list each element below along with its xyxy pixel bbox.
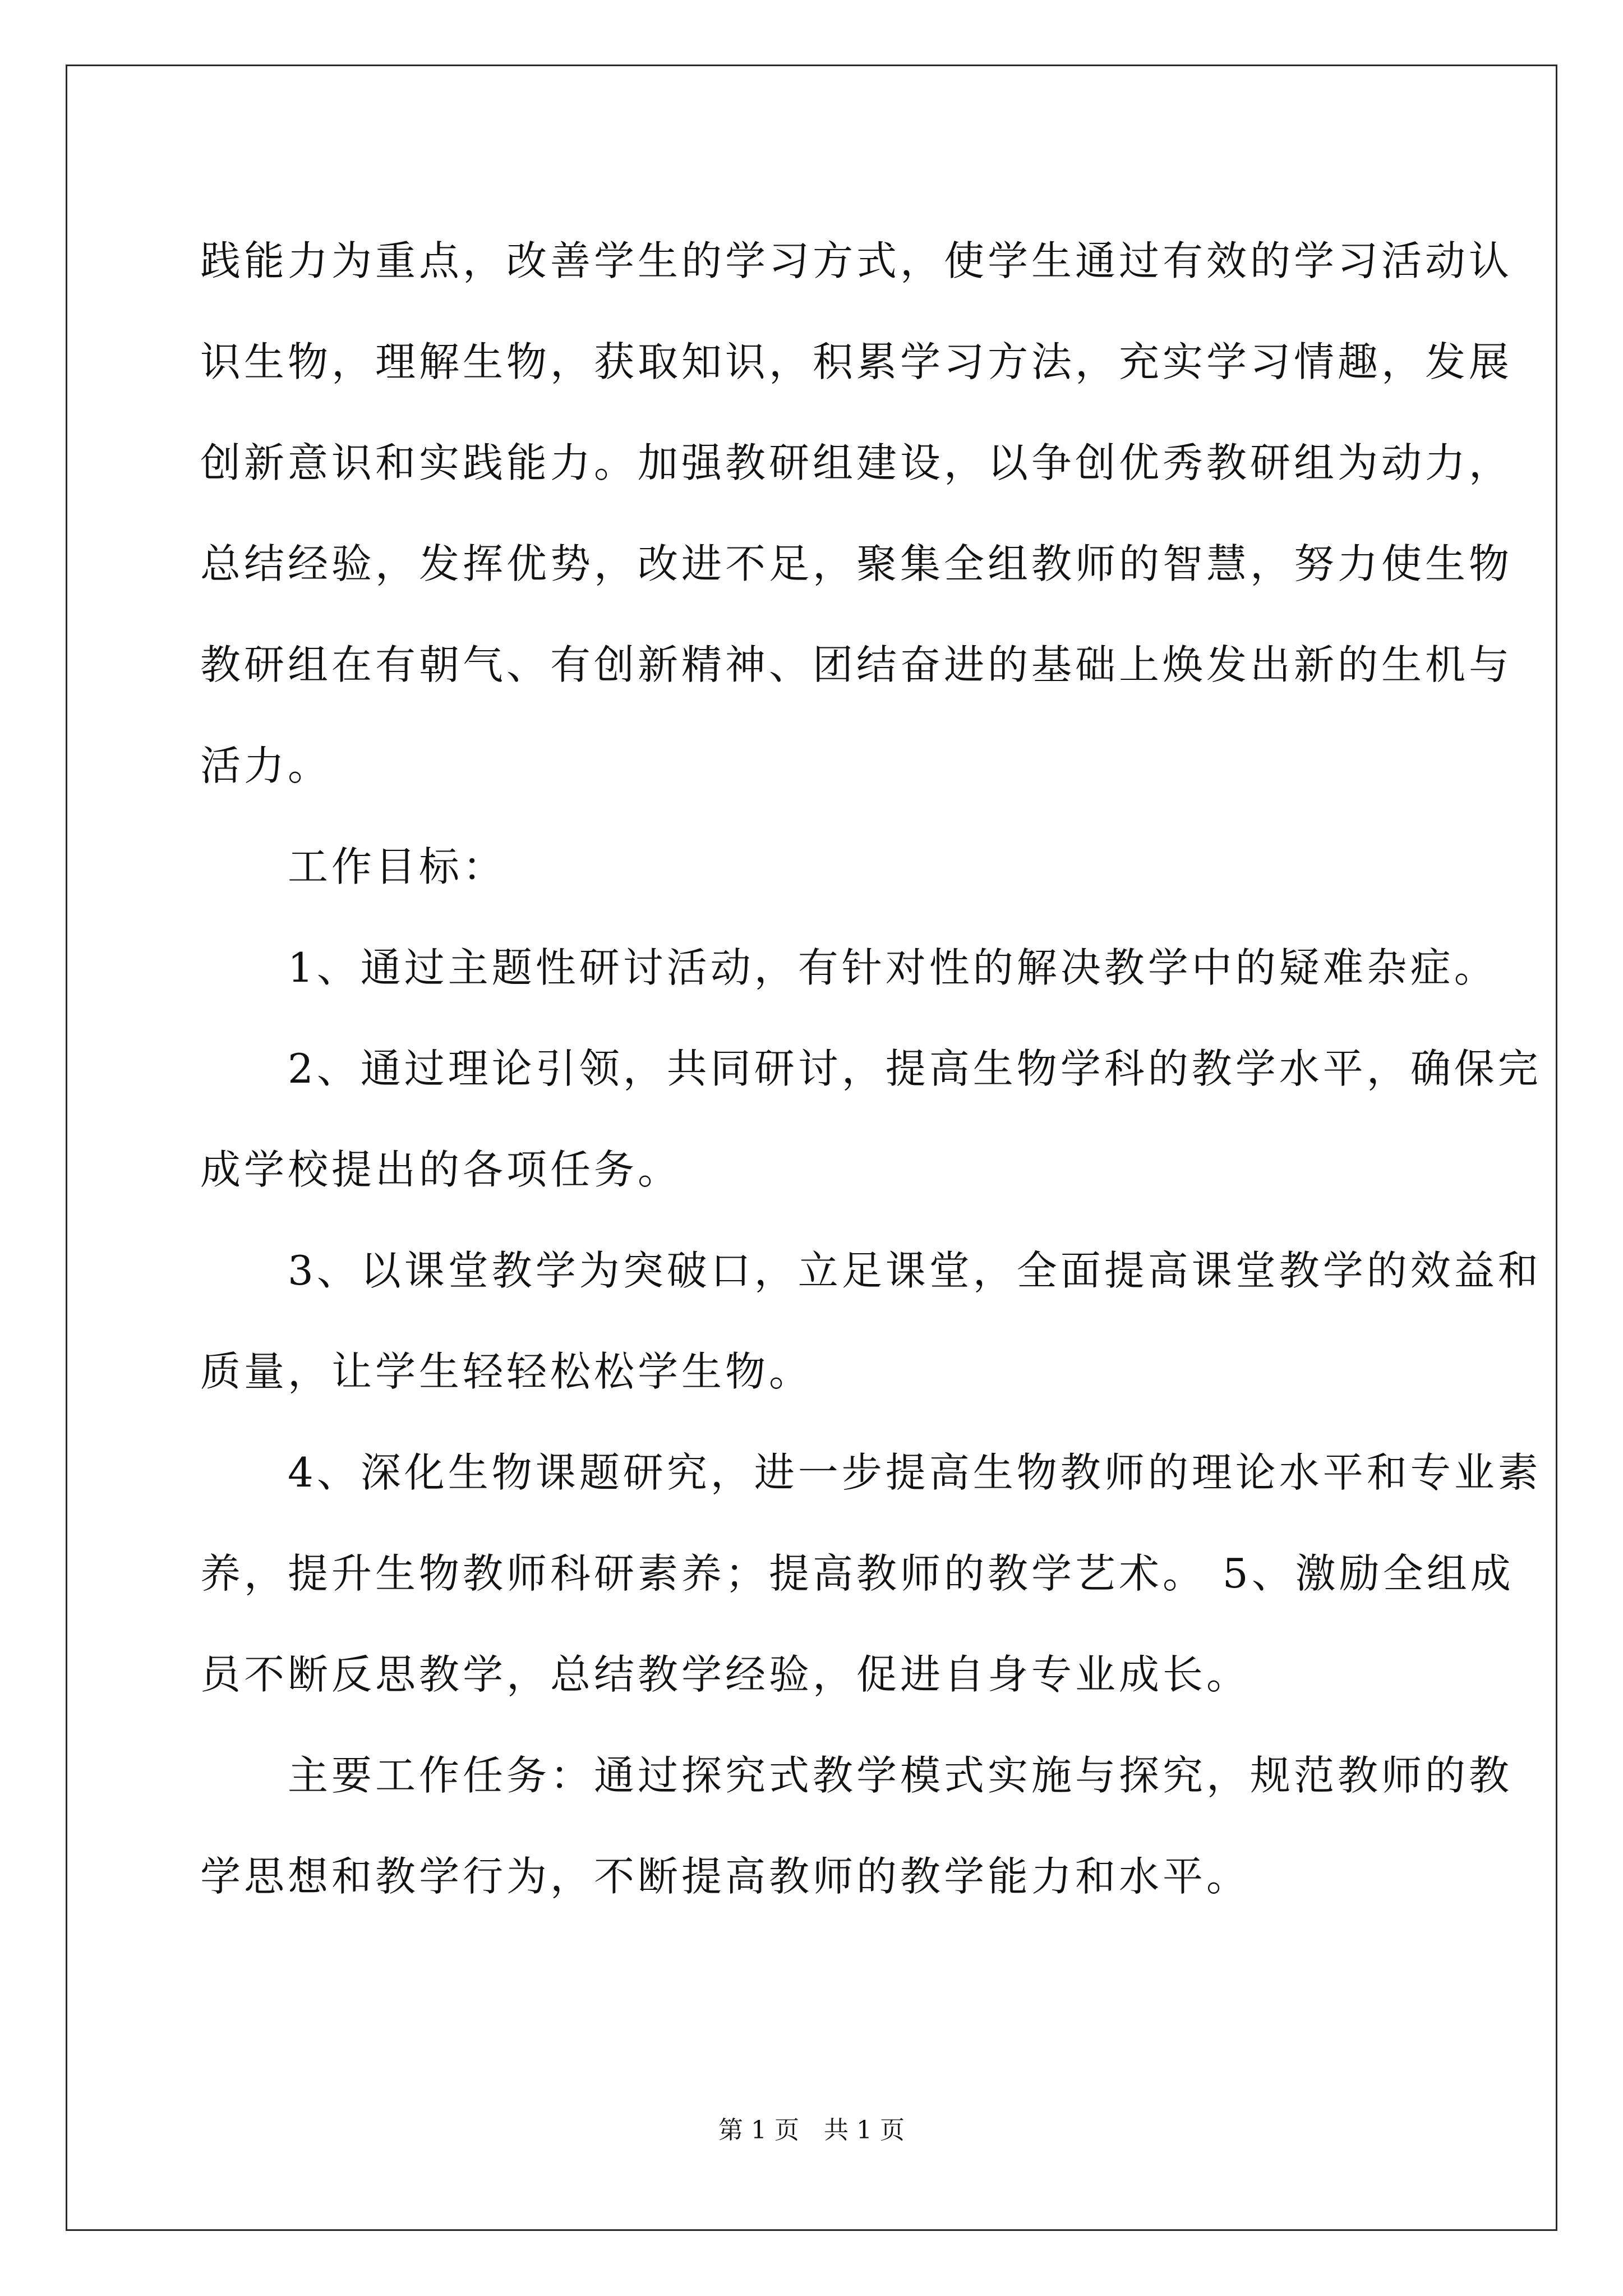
document-body — [200, 210, 1542, 1927]
text-line: 4、深化生物课题研究，进一步提高生物教师的理论水平和专业素 — [200, 1449, 1542, 1496]
text-line: 1、通过主题性研讨活动，有针对性的解决教学中的疑难杂症。 — [200, 944, 1498, 991]
text-line: 3、以课堂教学为突破口，立足课堂，全面提高课堂教学的效益和 — [200, 1247, 1542, 1294]
text-line: 质量，让学生轻轻松松学生物。 — [200, 1348, 813, 1395]
text-line: 总结经验，发挥优势，改进不足，聚集全组教师的智慧，努力使生物 — [200, 540, 1513, 587]
text-line: 学思想和教学行为，不断提高教师的教学能力和水平。 — [200, 1853, 1251, 1900]
text-line: 践能力为重点，改善学生的学习方式，使学生通过有效的学习活动认 — [200, 237, 1513, 284]
text-line: 识生物，理解生物，获取知识，积累学习方法，充实学习情趣，发展 — [200, 338, 1513, 385]
text-line: 2、通过理论引领，共同研讨，提高生物学科的教学水平，确保完 — [200, 1045, 1542, 1092]
text-line: 主要工作任务：通过探究式教学模式实施与探究，规范教师的教 — [200, 1752, 1513, 1799]
text-line: 创新意识和实践能力。加强教研组建设，以争创优秀教研组为动力， — [200, 439, 1513, 486]
text-line: 教研组在有朝气、有创新精神、团结奋进的基础上焕发出新的生机与 — [200, 641, 1513, 688]
section-heading: 工作目标： — [200, 843, 507, 890]
text-line: 成学校提出的各项任务。 — [200, 1146, 682, 1193]
text-line: 养，提升生物教师科研素养；提高教师的教学艺术。 5、激励全组成 — [200, 1550, 1514, 1597]
page-footer: 第 1 页 共 1 页 — [718, 2116, 905, 2145]
text-line: 员不断反思教学，总结教学经验，促进自身专业成长。 — [200, 1651, 1251, 1698]
text-line: 活力。 — [200, 742, 332, 789]
